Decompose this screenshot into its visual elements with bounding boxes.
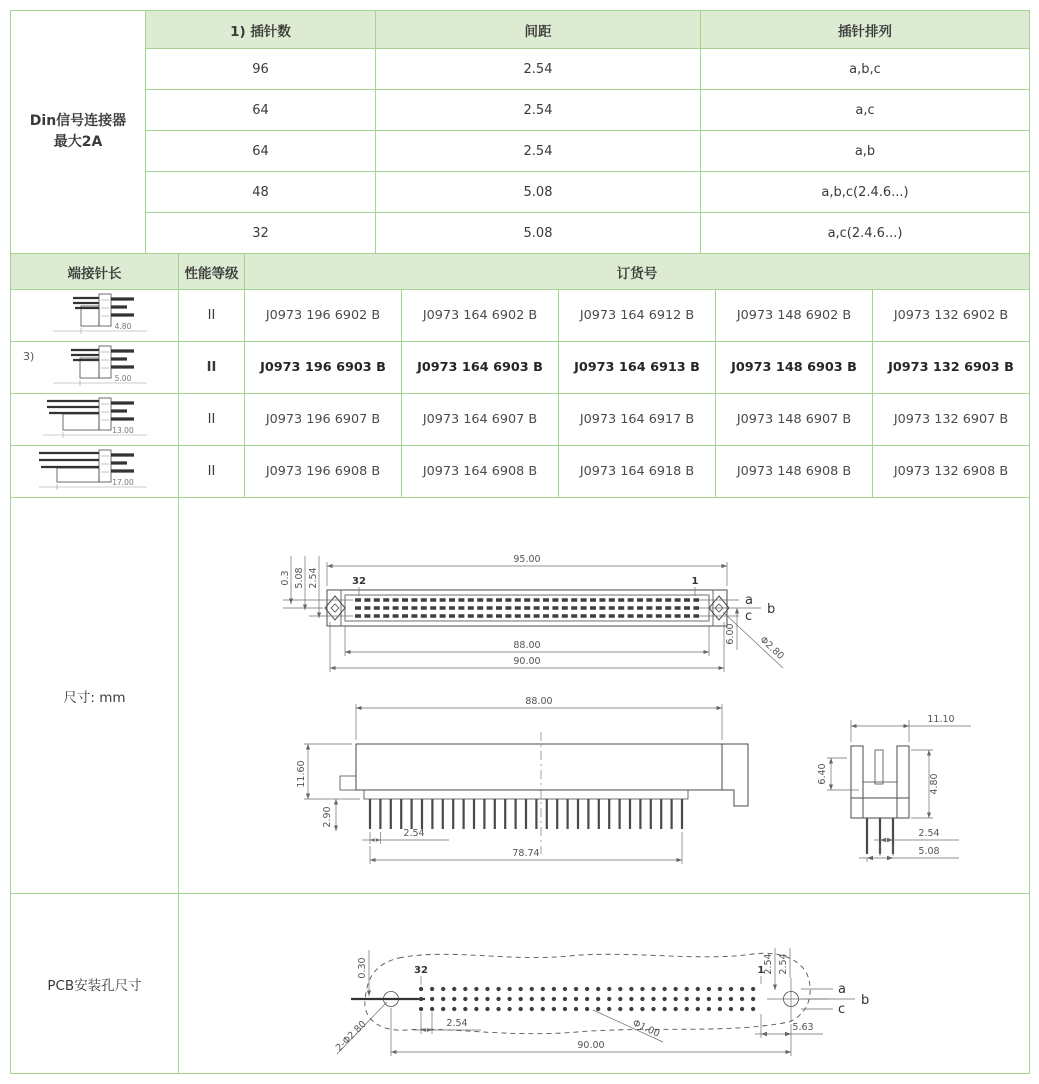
pcb-dim-2phi280: 2-Φ2.80	[333, 1018, 369, 1054]
front-pin32-label: 32	[352, 576, 366, 587]
table-row	[11, 90, 1030, 131]
front-dim-508: 5.08	[294, 567, 305, 589]
pcb-dim-90: 90.00	[577, 1040, 605, 1051]
pins-cell: 32	[146, 213, 376, 254]
side-dim-1160: 11.60	[296, 760, 307, 788]
header-grade: 性能等级	[179, 254, 245, 290]
end-dim-480: 4.80	[929, 773, 940, 795]
connector-spec-table	[10, 10, 1030, 254]
front-dim-95: 95.00	[513, 554, 541, 565]
arrangement-cell: a,c	[701, 90, 1030, 131]
pcb-dim-phi100: Φ1.00	[630, 1017, 662, 1040]
front-dim-254: 2.54	[308, 567, 319, 589]
front-view-drawing	[267, 510, 807, 680]
pin-profile-icon	[35, 447, 155, 493]
product-name: Din信号连接器	[29, 113, 127, 129]
front-dim-03: 0.3	[280, 570, 291, 586]
part-number: J0973 148 6907 B	[716, 394, 873, 446]
pin-length-cell	[11, 394, 179, 446]
pcb-dim-030: 0.30	[357, 957, 368, 979]
part-number: J0973 164 6907 B	[402, 394, 559, 446]
pin-length-cell	[11, 290, 179, 342]
part-number: J0973 164 6918 B	[559, 446, 716, 498]
table-row	[11, 49, 1030, 90]
part-number: J0973 164 6917 B	[559, 394, 716, 446]
pcb-hole-drawing	[309, 902, 899, 1066]
dimensions-section	[10, 497, 1030, 894]
pin-profile-icon	[35, 291, 155, 337]
pin-length-cell	[11, 342, 179, 394]
pitch-cell: 2.54	[376, 49, 701, 90]
front-dim-90: 90.00	[513, 656, 541, 667]
pin-length-dim: 4.80	[114, 321, 131, 331]
part-number: J0973 196 6903 B	[245, 342, 402, 394]
front-pin1-label: 1	[691, 576, 699, 587]
order-number-table	[10, 253, 1030, 498]
pcb-label: PCB安装孔尺寸	[11, 894, 179, 1074]
front-row-b-label: b	[767, 602, 776, 617]
side-view-drawing	[264, 686, 804, 881]
part-number: J0973 196 6902 B	[245, 290, 402, 342]
part-number: J0973 196 6908 B	[245, 446, 402, 498]
product-cell	[11, 11, 146, 254]
pcb-pin32-label: 32	[414, 965, 428, 976]
arrangement-cell: a,b,c	[701, 49, 1030, 90]
pin-profile-icon	[35, 395, 155, 441]
end-dim-508: 5.08	[918, 846, 940, 857]
part-number: J0973 132 6907 B	[873, 394, 1030, 446]
front-dim-600: 6.00	[725, 623, 736, 645]
pcb-pin1-label: 1	[757, 965, 765, 976]
part-number: J0973 164 6913 B	[559, 342, 716, 394]
part-number: J0973 148 6908 B	[716, 446, 873, 498]
pins-cell: 64	[146, 131, 376, 172]
pin-profile-icon	[35, 343, 155, 389]
pitch-cell: 5.08	[376, 172, 701, 213]
header-pin-count: 1) 插针数	[146, 11, 376, 49]
end-view-drawing	[789, 686, 1004, 881]
end-dim-640: 6.40	[817, 763, 828, 785]
order-row	[11, 290, 1030, 342]
pitch-cell: 2.54	[376, 131, 701, 172]
dimensions-drawing-area	[179, 498, 1030, 894]
footnote-marker: 3)	[23, 350, 35, 363]
pins-cell: 48	[146, 172, 376, 213]
header-pitch: 间距	[376, 11, 701, 49]
order-row	[11, 394, 1030, 446]
pcb-drawing-area	[179, 894, 1030, 1074]
part-number: J0973 196 6907 B	[245, 394, 402, 446]
pcb-dim-254-bottom: 2.54	[446, 1018, 468, 1029]
pcb-section	[10, 893, 1030, 1074]
front-row-c-label: c	[745, 609, 753, 624]
pitch-cell: 2.54	[376, 90, 701, 131]
pins-cell: 96	[146, 49, 376, 90]
pitch-cell: 5.08	[376, 213, 701, 254]
pcb-dim-254-right1: 2.54	[763, 953, 774, 975]
front-dim-88: 88.00	[513, 640, 541, 651]
part-number: J0973 164 6908 B	[402, 446, 559, 498]
part-number: J0973 132 6903 B	[873, 342, 1030, 394]
pcb-row-a-label: a	[838, 982, 846, 997]
side-dim-88: 88.00	[525, 696, 553, 707]
pcb-dim-254-right2: 2.54	[778, 953, 789, 975]
grade-cell: II	[179, 446, 245, 498]
header-order-number: 订货号	[245, 254, 1030, 290]
order-row	[11, 342, 1030, 394]
grade-cell: II	[179, 290, 245, 342]
table-row	[11, 131, 1030, 172]
part-number: J0973 132 6908 B	[873, 446, 1030, 498]
front-row-a-label: a	[745, 593, 753, 608]
grade-cell: II	[179, 394, 245, 446]
pin-length-dim: 17.00	[111, 477, 134, 487]
front-dim-phi280: Φ2.80	[757, 634, 786, 662]
arrangement-cell: a,b	[701, 131, 1030, 172]
pin-length-dim: 13.00	[111, 425, 134, 435]
pcb-row-c-label: c	[838, 1002, 846, 1017]
pin-length-dim: 5.00	[114, 373, 131, 383]
end-dim-1110: 11.10	[927, 714, 955, 725]
order-row	[11, 446, 1030, 498]
pcb-dim-563: 5.63	[792, 1022, 814, 1033]
arrangement-cell: a,b,c(2.4.6...)	[701, 172, 1030, 213]
part-number: J0973 132 6902 B	[873, 290, 1030, 342]
part-number: J0973 148 6903 B	[716, 342, 873, 394]
part-number: J0973 164 6903 B	[402, 342, 559, 394]
header-arrangement: 插针排列	[701, 11, 1030, 49]
part-number: J0973 148 6902 B	[716, 290, 873, 342]
pcb-row-b-label: b	[861, 993, 870, 1008]
pin-length-cell	[11, 446, 179, 498]
side-dim-290: 2.90	[322, 806, 333, 828]
part-number: J0973 164 6912 B	[559, 290, 716, 342]
pins-cell: 64	[146, 90, 376, 131]
table-row	[11, 213, 1030, 254]
dimensions-label: 尺寸: mm	[11, 498, 179, 894]
table-row	[11, 172, 1030, 213]
side-dim-254: 2.54	[403, 828, 425, 839]
grade-cell: II	[179, 342, 245, 394]
side-dim-7874: 78.74	[512, 848, 540, 859]
product-rating: 最大2A	[53, 134, 103, 150]
part-number: J0973 164 6902 B	[402, 290, 559, 342]
end-dim-254: 2.54	[918, 828, 940, 839]
header-pin-length: 端接针长	[11, 254, 179, 290]
arrangement-cell: a,c(2.4.6...)	[701, 213, 1030, 254]
